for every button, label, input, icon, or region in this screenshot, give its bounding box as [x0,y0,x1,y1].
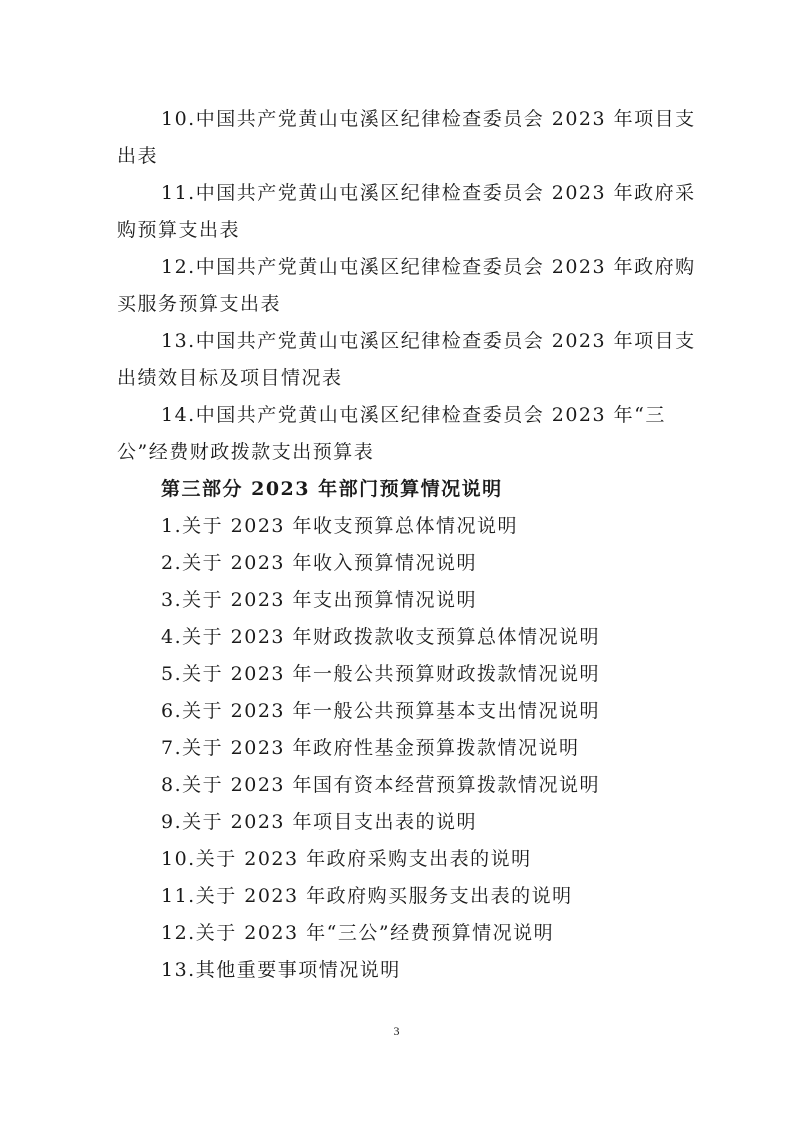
toc-item: 12.关于 2023 年“三公”经费预算情况说明 [161,922,555,944]
toc-item: 11.中国共产党黄山屯溪区纪律检查委员会 2023 年政府采购预算支出表 [117,182,696,241]
toc-item: 12.中国共产党黄山屯溪区纪律检查委员会 2023 年政府购买服务预算支出表 [117,256,696,315]
section-heading: 第三部分 2023 年部门预算情况说明 [161,478,503,500]
toc-item: 13.中国共产党黄山屯溪区纪律检查委员会 2023 年项目支出绩效目标及项目情况表 [117,330,696,389]
toc-item: 10.关于 2023 年政府采购支出表的说明 [161,848,532,870]
page-number: 3 [393,1024,400,1038]
toc-item: 8.关于 2023 年国有资本经营预算拨款情况说明 [161,774,601,796]
toc-item: 7.关于 2023 年政府性基金预算拨款情况说明 [161,737,580,759]
toc-item: 4.关于 2023 年财政拨款收支预算总体情况说明 [161,626,601,648]
toc-item: 5.关于 2023 年一般公共预算财政拨款情况说明 [161,663,601,685]
toc-item: 3.关于 2023 年支出预算情况说明 [161,589,478,611]
toc-item: 9.关于 2023 年项目支出表的说明 [161,811,478,833]
toc-item: 2.关于 2023 年收入预算情况说明 [161,552,478,574]
toc-item: 14.中国共产党黄山屯溪区纪律检查委员会 2023 年“三公”经费财政拨款支出预算表 [117,404,666,463]
toc-item: 13.其他重要事项情况说明 [161,959,401,981]
toc-item: 11.关于 2023 年政府购买服务支出表的说明 [161,885,573,907]
toc-item: 10.中国共产党黄山屯溪区纪律检查委员会 2023 年项目支出表 [117,108,696,167]
toc-item: 6.关于 2023 年一般公共预算基本支出情况说明 [161,700,601,722]
table-of-contents [117,101,703,989]
toc-item: 1.关于 2023 年收支预算总体情况说明 [161,515,519,537]
